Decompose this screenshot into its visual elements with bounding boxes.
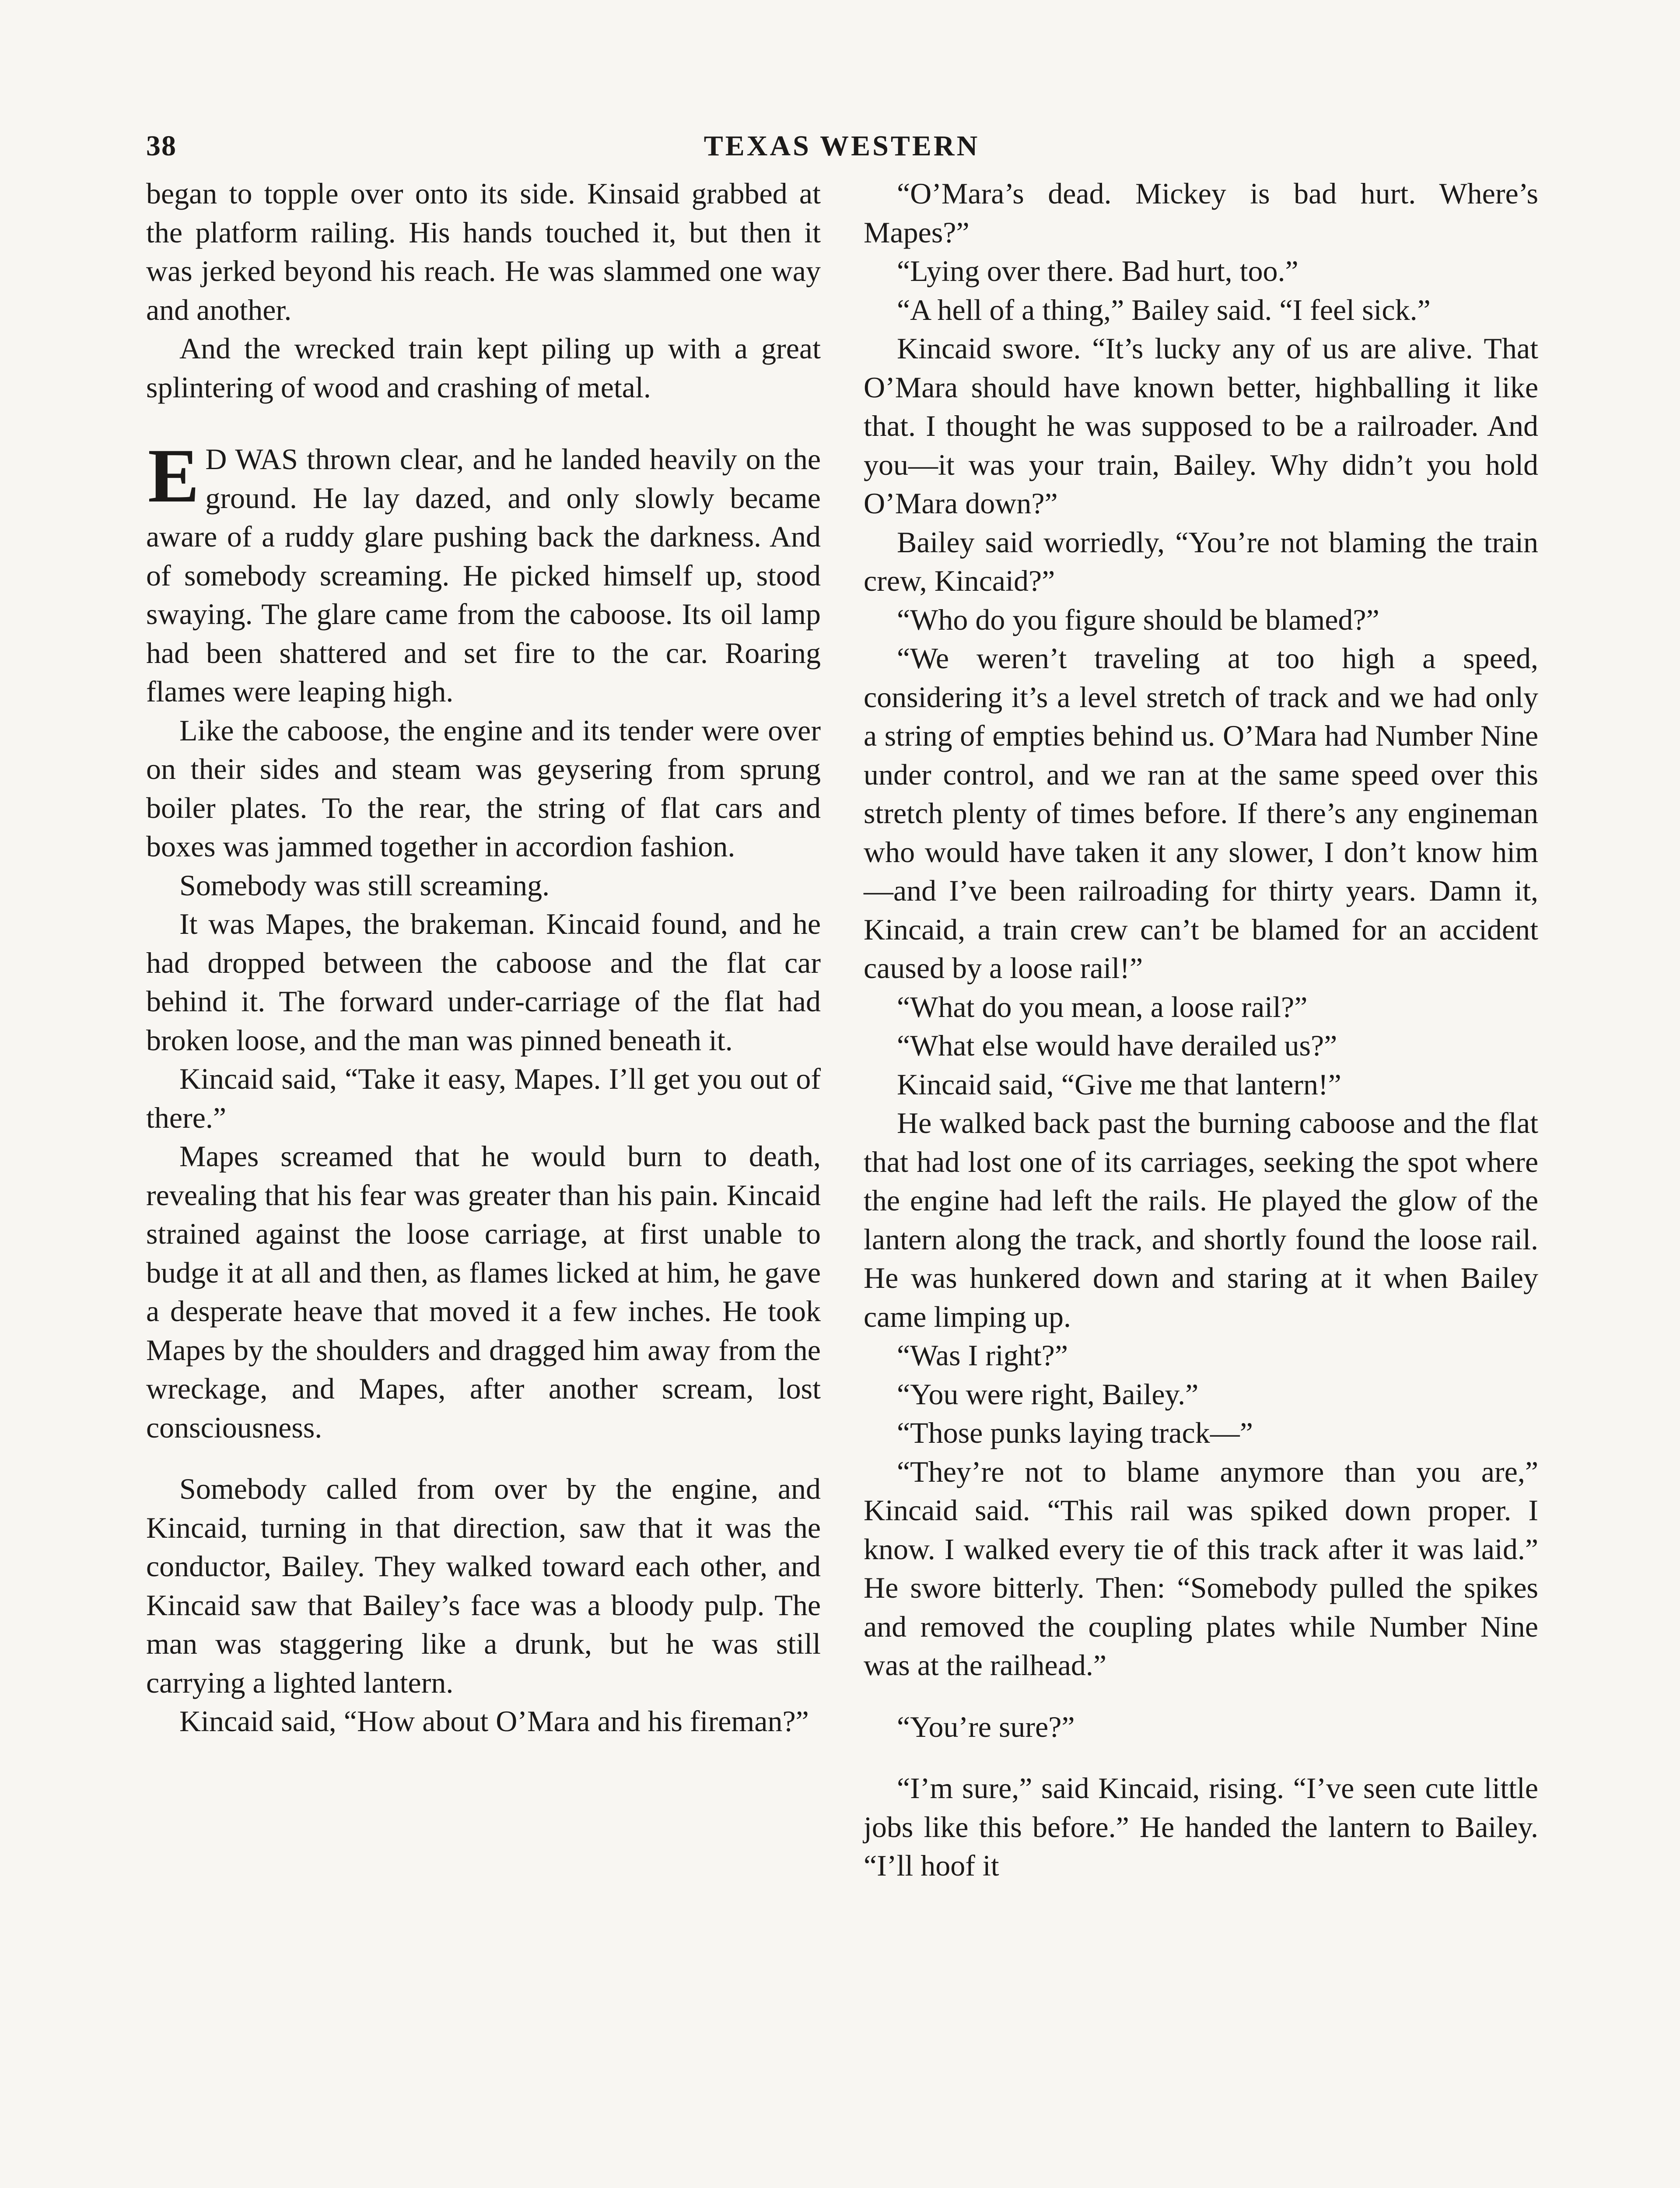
paragraph: “We weren’t traveling at too high a speed, considering it’s a level stretch of track and we had only a string of empties behind us. O’Mara had Number Nine under control, and we ran at the same speed over this stretch plenty of times before. If there’s any engineman who would have taken it any slower, I don’t know him—and I’ve been railroading for thirty years. Damn it, Kincaid, a train crew can’t be blamed for an accident caused by a loose rail!” — [864, 642, 1538, 985]
paragraph: “You’re sure?” — [897, 1710, 1075, 1743]
page-header — [146, 130, 1537, 178]
paragraph: “A hell of a thing,” Bailey said. “I feel sick.” — [897, 293, 1431, 326]
section-opening-paragraph — [146, 433, 821, 711]
page-number: 38 — [146, 130, 177, 162]
left-column — [146, 174, 821, 1741]
right-column — [864, 174, 1538, 1885]
paragraph: “Lying over there. Bad hurt, too.” — [897, 254, 1298, 288]
paragraph: Kincaid swore. “It’s lucky any of us are alive. That O’Mara should have known better, highballing it like that. I thought he was supposed to be a railroader. And you—it was your train, Bailey. Why didn’t you hold O’Mara down?” — [864, 332, 1538, 520]
paragraph: Bailey said worriedly, “You’re not blaming the train crew, Kincaid?” — [864, 525, 1538, 597]
paragraph: Kincaid said, “Take it easy, Mapes. I’ll get you out of there.” — [146, 1062, 821, 1134]
paragraph: “They’re not to blame anymore than you are,” Kincaid said. “This rail was spiked down proper. I know. I walked every tie of this track after it was laid.” He swore bitterly. Then: “Somebody pulled the spikes and removed the coupling plates while Number Nine was at the railhead.” — [864, 1455, 1538, 1682]
paragraph: began to topple over onto its side. Kinsaid grabbed at the platform railing. His hands touched it, but then it was jerked beyond his reach. He was slammed one way and another. — [146, 177, 821, 326]
paragraph: “O’Mara’s dead. Mickey is bad hurt. Where’s Mapes?” — [864, 177, 1538, 249]
paragraph: Somebody was still screaming. — [179, 868, 550, 902]
paragraph: It was Mapes, the brakeman. Kincaid found, and he had dropped between the caboose and the flat car behind it. The forward under-carriage of the flat had broken loose, and the man was pinned beneath it. — [146, 907, 821, 1057]
paragraph: “Those punks laying track—” — [897, 1416, 1253, 1449]
paragraph: “What else would have derailed us?” — [897, 1029, 1337, 1062]
paragraph: “Who do you figure should be blamed?” — [897, 603, 1379, 636]
paragraph: Like the caboose, the engine and its tender were over on their sides and steam was geysering from sprung boiler plates. To the rear, the string of flat cars and boxes was jammed together in accordion fashion. — [146, 713, 821, 863]
paragraph: Somebody called from over by the engine, and Kincaid, turning in that direction, saw that it was the conductor, Bailey. They walked toward each other, and Kincaid saw that Bailey’s face was a bloody pulp. The man was staggering like a drunk, but he was still carrying a lighted lantern. — [146, 1472, 821, 1699]
paragraph: “You were right, Bailey.” — [897, 1377, 1199, 1411]
paragraph: Kincaid said, “Give me that lantern!” — [897, 1067, 1341, 1101]
paragraph: Mapes screamed that he would burn to death, revealing that his fear was greater than his pain. Kincaid strained against the loose carriage, at first unable to budge it at all and then, as flames licked at him, he gave a desperate heave that moved it a few inches. He took Mapes by the shoulders and dragged him away from the wreckage, and Mapes, after another scream, lost consciousness. — [146, 1140, 821, 1444]
drop-cap: E — [148, 433, 200, 519]
paragraph: “I’m sure,” said Kincaid, rising. “I’ve seen cute little jobs like this before.” He handed the lantern to Bailey. “I’ll hoof it — [864, 1771, 1538, 1882]
paragraph: Kincaid said, “How about O’Mara and his fireman?” — [179, 1704, 809, 1738]
paragraph: He walked back past the burning caboose and the flat that had lost one of its carriages, seeking the spot where the engine had left the rails. He played the glow of the lantern along the track, and shortly found the loose rail. He was hunkered down and staring at it when Bailey came limping up. — [864, 1106, 1538, 1333]
section-opening-text: D WAS thrown clear, and he landed heavily on the ground. He lay dazed, and only slowly became aware of a ruddy glare pushing back the darkness. And of somebody screaming. He picked himself up, stood swaying. The glare came from the caboose. Its oil lamp had been shattered and set fire to the car. Roaring flames were leaping high. — [146, 442, 821, 708]
paragraph: “Was I right?” — [897, 1339, 1068, 1372]
magazine-title: TEXAS WESTERN — [704, 130, 980, 162]
paragraph: “What do you mean, a loose rail?” — [897, 990, 1308, 1024]
paragraph: And the wrecked train kept piling up with a great splintering of wood and crashing of metal. — [146, 332, 821, 404]
